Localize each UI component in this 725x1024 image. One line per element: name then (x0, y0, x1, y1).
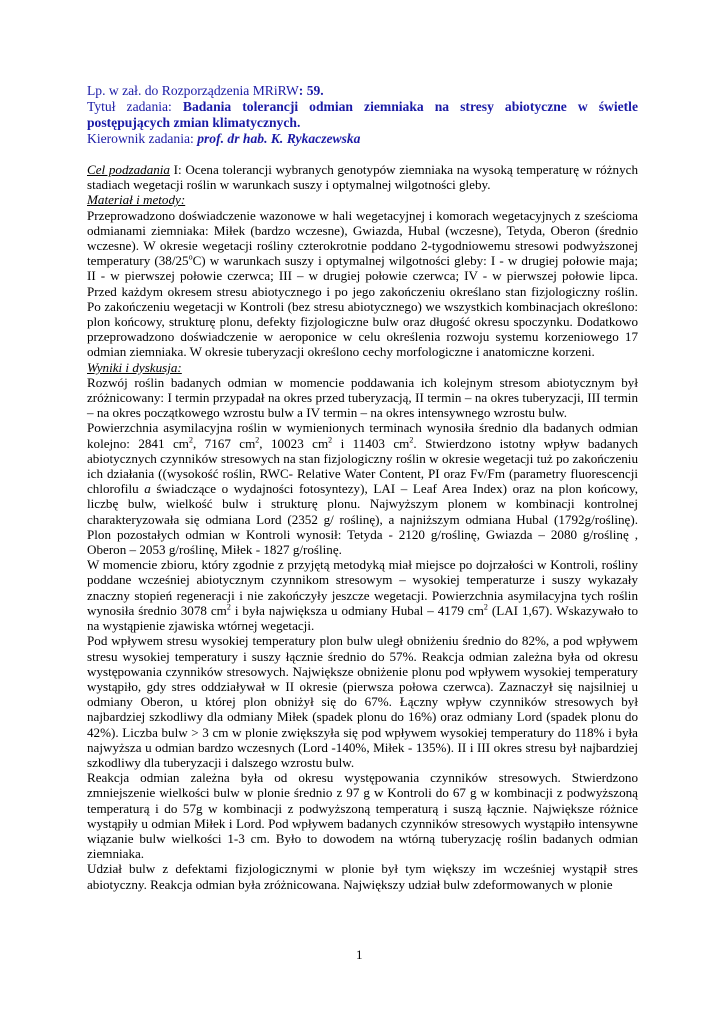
document-header (87, 83, 638, 147)
cel-label: Cel podzadania (87, 162, 170, 177)
p3-sup-1: 2 (226, 602, 231, 612)
p2-text-f: świadczące o wydajności fotosyntezy), LAI – Leaf Area Index) oraz na plon końcowy, liczbę bulw, wielkość bulw i strukturę plonu. Najwyższym plonem w kombinacji kontrolnej charakteryzowała się odmiana Lord (2352 g/ roślinę), a najniższym odmiana Hubal (1792g/roślinę). Plon pozostałych odmian w Kontroli wynosił: Tetyda - 2120 g/roślinę, Gwiazda – 2080 g/roślinę , Oberon – 2053 g/roślinę, Miłek - 1827 g/roślinę. (87, 481, 638, 558)
task-lead-line (87, 131, 638, 147)
material-heading: Materiał i metody: (87, 192, 186, 208)
lp-label: Lp. w zał. do Rozporządzenia MRiRW (87, 83, 299, 98)
results-paragraph-4: Pod wpływem stresu wysokiej temperatury plon bulw uległ obniżeniu średnio do 82%, a pod wpływem stresu wysokiej temperatury i suszy łącznie średnio do 57%. Reakcja odmian zależna była od okresu występowania czynników stresowych. Największe obniżenie plonu pod wpływem wysokiej temperatury wystąpiło, gdy stres oddziaływał w II okresie (pierwsza połowa czerwca). Zaznaczył się najsilniej u odmiany Oberon, u której plon obniżył się do 67%. Łączny wpływ czynników stresowych był najbardziej szkodliwy dla odmiany Miłek (spadek plonu do 16%) oraz odmiany Lord (spadek plonu do 42%). Liczba bulw > 3 cm w plonie zwiększyła się pod wpływem wysokiej temperatury do 118% i była najwyższa u odmian bardzo wczesnych (Lord -140%, Miłek - 135%). II i III okres stresu był najbardziej szkodliwy dla tuberyzacji i dalszego wzrostu bulw. (87, 633, 638, 770)
task-lead-label: Kierownik zadania: (87, 131, 198, 146)
p2-text-a: Powierzchnia asymilacyjna roślin w wymienionych terminach wynosiła średnio dla badanych odmian kolejno: 2841 cm (87, 420, 638, 451)
results-paragraph-6: Udział bulw z defektami fizjologicznymi w plonie był tym większy im wcześniej wystąpił stres abiotyczny. Reakcja odmian była zróżnicowana. Największy udział bulw zdeformowanych w plonie (87, 861, 638, 892)
results-paragraph-5: Reakcja odmian zależna była od okresu występowania czynników stresowych. Stwierdzono zmniejszenie wielkości bulw w plonie średnio z 97 g w Kontroli do 67 g w kombinacji z podwyższoną temperaturą i do 57g w kombinacji z podwyższoną temperaturą i suszą łącznie. Największe różnice wystąpiły u odmian Miłek i Lord. Pod wpływem badanych czynników stresowych wystąpiło intensywne wiązanie bulw wielkości 1-3 cm. Było to dowodem na wtórną tuberyzację roślin badanych odmian ziemniaka. (87, 770, 638, 862)
lp-line (87, 83, 638, 99)
task-lead-name: prof. dr hab. K. Rykaczewska (197, 131, 361, 146)
p2-sup-4: 2 (409, 435, 414, 445)
results-paragraph-2 (87, 420, 638, 557)
p2-text-b: , 7167 cm (192, 435, 256, 451)
cel-paragraph (87, 162, 638, 192)
task-title-line (87, 99, 638, 131)
p2-italic-a: a (144, 481, 151, 497)
p2-text-e: . Stwierdzono istotny wpływ badanych abiotycznych czynników stresowych na stan fizjologiczny roślin w okresie wegetacji tuż po zakończeniu ich działania ((wysokość roślin, RWC- Relative Water Content, PI oraz Fv/Fm (parametry fluorescencji chlorofilu (87, 435, 639, 497)
task-title: Badania tolerancji odmian ziemniaka na stresy abiotyczne w świetle postępujących zmian klimatycznych. (87, 99, 638, 130)
p3-text-c: (LAI 1,67). Wskazywało to na wystąpienie zjawiska wtórnej wegetacji. (87, 602, 638, 634)
p2-sup-2: 2 (255, 435, 260, 445)
p2-text-d: i 11403 cm (332, 435, 410, 451)
material-text-b: C) w warunkach suszy i optymalnej wilgotności gleby: I - w drugiej połowie maja; II - w pierwszej połowie czerwca; III – w drugiej połowie czerwca; IV - w pierwszej połowie lipca. Przed każdym okresem stresu abiotycznego i po jego zakończeniu określano stan fizjologiczny roślin. Po zakończeniu wegetacji w Kontroli (bez stresu abiotycznego) we wszystkich kombinacjach określono: plon końcowy, strukturę plonu, defekty fizjologiczne bulw oraz długość okresu spoczynku. Dodatkowo przeprowadzono doświadczenie w aeroponice w celu określenia rozwoju systemu korzeniowego 17 odmian ziemniaka. W okresie tuberyzacji określono cechy morfologiczne i anatomiczne korzeni. (87, 253, 638, 360)
p2-sup-1: 2 (188, 435, 193, 445)
p3-text-b: i była największa u odmiany Hubal – 4179 cm (230, 602, 484, 618)
p3-sup-2: 2 (483, 602, 488, 612)
results-paragraph-1: Rozwój roślin badanych odmian w momencie poddawania ich kolejnym stresom abiotycznym był zróżnicowany: I termin przypadał na okres przed tuberyzacją, II termin – na okres tuberyzacji, III termin – na okres początkowego wzrostu bulw a IV termin – na okres intensywnego wzrostu bulw. (87, 374, 638, 421)
material-paragraph (87, 208, 638, 360)
results-paragraph-3 (87, 557, 638, 633)
lp-value: : 59. (298, 83, 324, 98)
degree-sup: o (188, 252, 193, 262)
p2-sup-3: 2 (328, 435, 333, 445)
material-text-a: Przeprowadzono doświadczenie wazonowe w hali wegetacyjnej i komorach wegetacyjnych z sześcioma odmianami ziemniaka: Miłek (bardzo wczesne), Gwiazda, Hubal (wczesne), Tetyda, Oberon (średnio wczesne). W okresie wegetacji rośliny czterokrotnie poddano 2-tygodniowemu stresowi podwyższonej temperatury (38/25 (87, 207, 638, 269)
document-page (87, 83, 638, 892)
p2-text-c: , 10023 cm (259, 435, 329, 451)
cel-text: I: Ocena tolerancji wybranych genotypów ziemniaka na wysoką temperaturę w różnych stadiach wegetacji roślin w warunkach suszy i optymalnej wilgotności gleby. (87, 162, 638, 193)
document-body (87, 162, 638, 892)
p3-text-a: W momencie zbioru, który zgodnie z przyjętą metodyką miał miejsce po dojrzałości w Kontroli, rośliny poddane wcześniej abiotycznym czynnikom stresowym – wysokiej temperaturze i suszy wykazały znaczny stopień regeneracji i nie zakończyły jeszcze wegetacji. Powierzchnia asymilacyjna tych roślin wynosiła średnio 3078 cm (87, 557, 638, 618)
task-title-label: Tytuł zadania: (87, 99, 183, 114)
page-number: 1 (356, 947, 363, 962)
results-heading: Wyniki i dyskusja: (87, 359, 182, 375)
